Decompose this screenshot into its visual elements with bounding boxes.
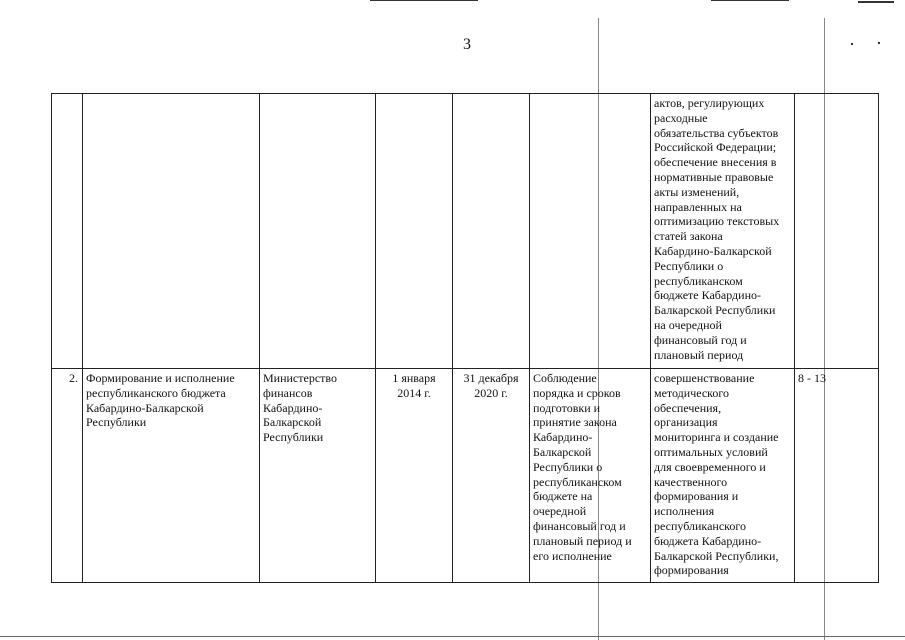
main-directions-cell: совершенствование методического обеспечения, организация мониторинга и создание оптимальных условий для своевременного и качественного формирования и исполнения республиканского бюджета Кабардино- Балкарской Республики, формирования — [651, 369, 795, 583]
executor-cell — [260, 94, 376, 369]
scan-edge-line-corner — [858, 1, 894, 3]
end-date-cell: 31 декабря 2020 г. — [453, 369, 530, 583]
scan-edge-line-top — [370, 0, 478, 1]
scan-bottom-edge — [0, 636, 905, 637]
row-number-cell: 2. — [52, 369, 83, 583]
end-date-cell — [453, 94, 530, 369]
start-date-cell — [376, 94, 453, 369]
main-directions-cell: актов, регулирующих расходные обязательства субъектов Российской Федерации; обеспечение внесения в нормативные правовые акты изменений, направленных на оптимизацию текстовых статей закона Кабардино-Балкарской Республики о республиканском бюджете Кабардино- Балкарской Республики на очередной финансовый год и плановый период — [651, 94, 795, 369]
start-date-cell: 1 января 2014 г. — [376, 369, 453, 583]
row-number-cell — [52, 94, 83, 369]
executor-cell: Министерство финансов Кабардино- Балкарской Республики — [260, 369, 376, 583]
scan-edge-line-top-right — [711, 0, 789, 1]
action-plan-table — [51, 93, 879, 583]
scan-speck — [878, 42, 880, 44]
expected-result-cell — [530, 94, 651, 369]
table-row — [52, 94, 879, 369]
table-row — [52, 369, 879, 583]
activity-name-cell — [83, 94, 260, 369]
page-number: 3 — [463, 36, 471, 53]
indicators-cell — [795, 94, 879, 369]
expected-result-cell: Соблюдение порядка и сроков подготовки и принятие закона Кабардино- Балкарской Республики о республиканском бюджете на очередной финансовый год и плановый период и его исполнение — [530, 369, 651, 583]
activity-name-cell: Формирование и исполнение республиканского бюджета Кабардино-Балкарской Республики — [83, 369, 260, 583]
scan-speck — [851, 43, 853, 45]
indicators-cell: 8 - 13 — [795, 369, 879, 583]
